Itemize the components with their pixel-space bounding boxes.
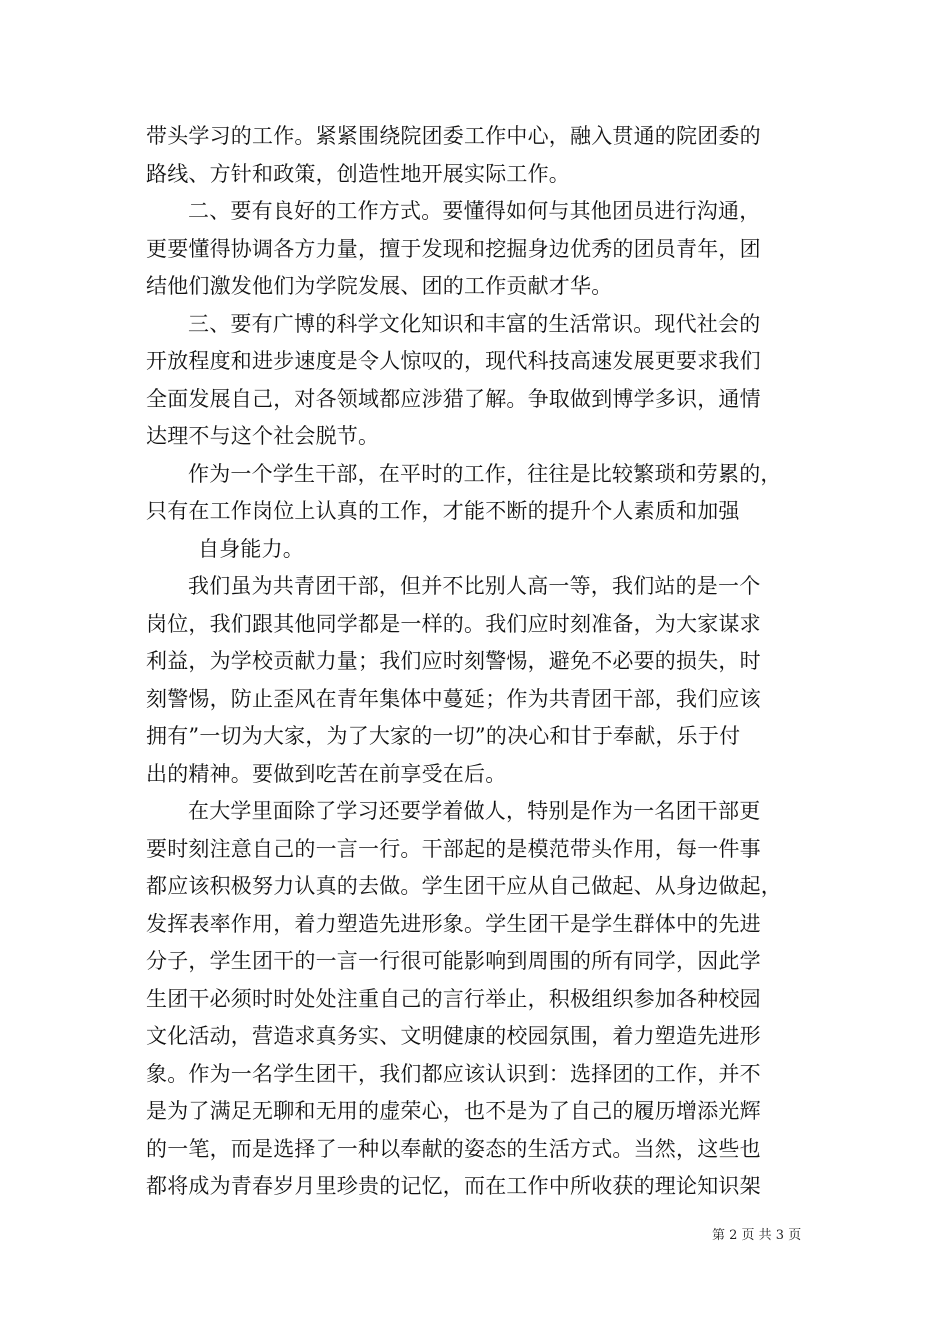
text-line: 出的精神。要做到吃苦在前享受在后。 xyxy=(146,761,507,786)
text-line: 二、要有良好的工作方式。要懂得如何与其他团员进行沟通， xyxy=(188,199,761,223)
text-line: 路线、方针和政策，创造性地开展实际工作。 xyxy=(146,161,570,186)
text-line: 都应该积极努力认真的去做。学生团干应从自己做起、从身边做起， xyxy=(146,874,782,898)
text-line: 全面发展自己，对各领域都应涉猎了解。争取做到博学多识，通情 xyxy=(146,386,761,411)
document-body xyxy=(146,118,814,1206)
text-line: 在大学里面除了学习还要学着做人，特别是作为一名团干部更 xyxy=(188,799,761,823)
text-line: 自身能力。 xyxy=(198,536,304,561)
text-line: 只有在工作岗位上认真的工作，才能不断的提升个人素质和加强 xyxy=(146,499,740,523)
text-line: 作为一个学生干部，在平时的工作，往往是比较繁琐和劳累的， xyxy=(188,461,782,486)
text-line: 结他们激发他们为学院发展、团的工作贡献才华。 xyxy=(146,274,613,298)
text-line: 更要懂得协调各方力量，擅于发现和挖掘身边优秀的团员青年，团 xyxy=(146,236,761,261)
text-line: 是为了满足无聊和无用的虚荣心，也不是为了自己的履历增添光辉 xyxy=(146,1099,761,1123)
text-line: 岗位，我们跟其他同学都是一样的。我们应时刻准备，为大家谋求 xyxy=(146,611,761,636)
text-line: 文化活动，营造求真务实、文明健康的校园氛围，着力塑造先进形 xyxy=(146,1024,761,1048)
text-line: 分子，学生团干的一言一行很可能影响到周围的所有同学，因此学 xyxy=(146,949,761,973)
text-line: 我们虽为共青团干部，但并不比别人高一等，我们站的是一个 xyxy=(188,574,761,598)
text-line: 刻警惕，防止歪风在青年集体中蔓延；作为共青团干部，我们应该 xyxy=(146,686,761,711)
text-line: 生团干必须时时处处注重自己的言行举止，积极组织参加各种校园 xyxy=(146,986,761,1011)
text-line: 带头学习的工作。紧紧围绕院团委工作中心，融入贯通的院团委的 xyxy=(146,124,761,148)
text-line: 拥有”一切为大家，为了大家的一切”的决心和甘于奉献，乐于付 xyxy=(146,724,741,748)
text-line: 象。作为一名学生团干，我们都应该认识到：选择团的工作，并不 xyxy=(146,1061,761,1086)
page-footer: 第 2 页 共 3 页 xyxy=(712,1228,802,1243)
text-line: 的一笔，而是选择了一种以奉献的姿态的生活方式。当然，这些也 xyxy=(146,1136,761,1161)
text-line: 开放程度和进步速度是令人惊叹的，现代科技高速发展更要求我们 xyxy=(146,349,761,373)
text-line: 达理不与这个社会脱节。 xyxy=(146,424,380,448)
text-line: 要时刻注意自己的一言一行。干部起的是模范带头作用，每一件事 xyxy=(146,836,761,861)
text-line: 三、要有广博的科学文化知识和丰富的生活常识。现代社会的 xyxy=(188,311,761,336)
text-line: 利益，为学校贡献力量；我们应时刻警惕，避免不必要的损失，时 xyxy=(146,649,761,673)
text-line: 都将成为青春岁月里珍贵的记忆，而在工作中所收获的理论知识架 xyxy=(146,1174,761,1198)
text-line: 发挥表率作用，着力塑造先进形象。学生团干是学生群体中的先进 xyxy=(146,911,761,936)
